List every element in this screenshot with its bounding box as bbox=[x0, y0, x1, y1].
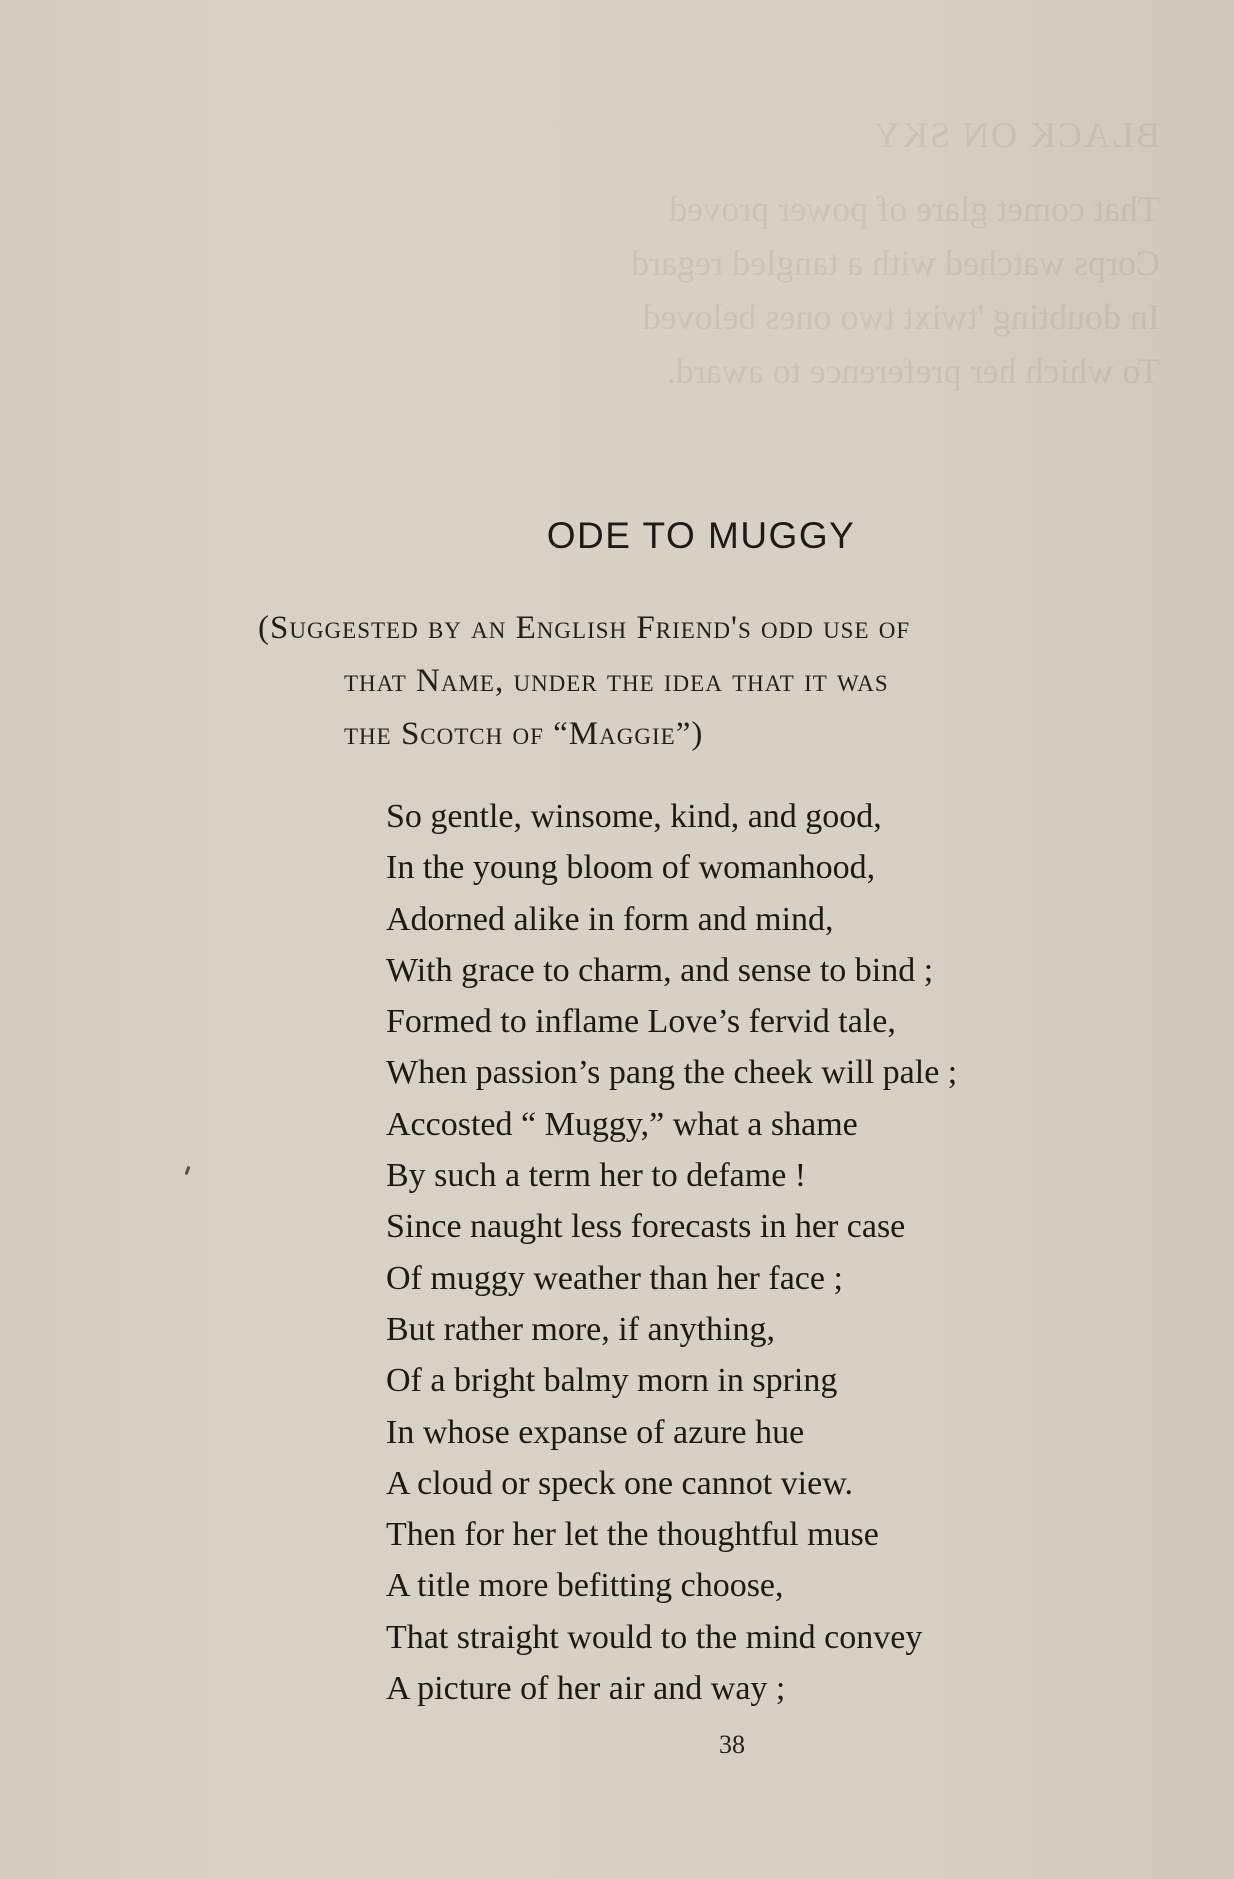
verse-line: In whose expanse of azure hue bbox=[386, 1413, 805, 1451]
verse-line: That straight would to the mind convey bbox=[386, 1618, 923, 1656]
verse-line: By such a term her to defame ! bbox=[386, 1157, 807, 1195]
verse-line: Adorned alike in form and mind, bbox=[386, 900, 834, 938]
verse-line: A cloud or speck one cannot view. bbox=[386, 1464, 854, 1502]
bleed-through-heading: BLACK ON SKY bbox=[871, 115, 1160, 155]
subtitle-line: the Scotch of “Maggie”) bbox=[344, 716, 704, 752]
bleed-through-line: Corps watched with a tangled regard bbox=[631, 243, 1160, 283]
verse-line: But rather more, if anything, bbox=[386, 1310, 776, 1348]
verse-line: So gentle, winsome, kind, and good, bbox=[386, 798, 882, 835]
verse-line: Formed to inflame Love’s fervid tale, bbox=[386, 1003, 896, 1041]
verse-line: With grace to charm, and sense to bind ; bbox=[386, 951, 934, 989]
verse-line: Of muggy weather than her face ; bbox=[386, 1259, 843, 1297]
verse-line: When passion’s pang the cheek will pale ; bbox=[386, 1054, 958, 1092]
verse-line: A title more befitting choose, bbox=[386, 1567, 784, 1605]
subtitle-line: that Name, under the idea that it was bbox=[344, 663, 889, 699]
verse-line: A picture of her air and way ; bbox=[386, 1670, 786, 1708]
bleed-through-line: That comet glare of power proved bbox=[669, 189, 1160, 229]
poem-title: ODE TO MUGGY bbox=[546, 515, 856, 556]
verse-line: Of a bright balmy morn in spring bbox=[386, 1362, 838, 1400]
ink-speck bbox=[185, 1166, 191, 1175]
verse-line: Then for her let the thoughtful muse bbox=[386, 1516, 879, 1554]
bleed-through-line: To which her preference to award. bbox=[666, 351, 1160, 391]
subtitle-line: (Suggested by an English Friend's odd use of bbox=[258, 610, 911, 646]
verse-line: Since naught less forecasts in her case bbox=[386, 1208, 906, 1246]
poem-body bbox=[386, 791, 1146, 1714]
verse-line: In the young bloom of womanhood, bbox=[386, 849, 876, 887]
bleed-through-line: In doubting 'twixt two ones beloved bbox=[642, 297, 1160, 337]
poem-subtitle bbox=[258, 602, 1188, 761]
verse-line: Accosted “ Muggy,” what a shame bbox=[386, 1105, 858, 1143]
page-number: 38 bbox=[719, 1730, 745, 1759]
